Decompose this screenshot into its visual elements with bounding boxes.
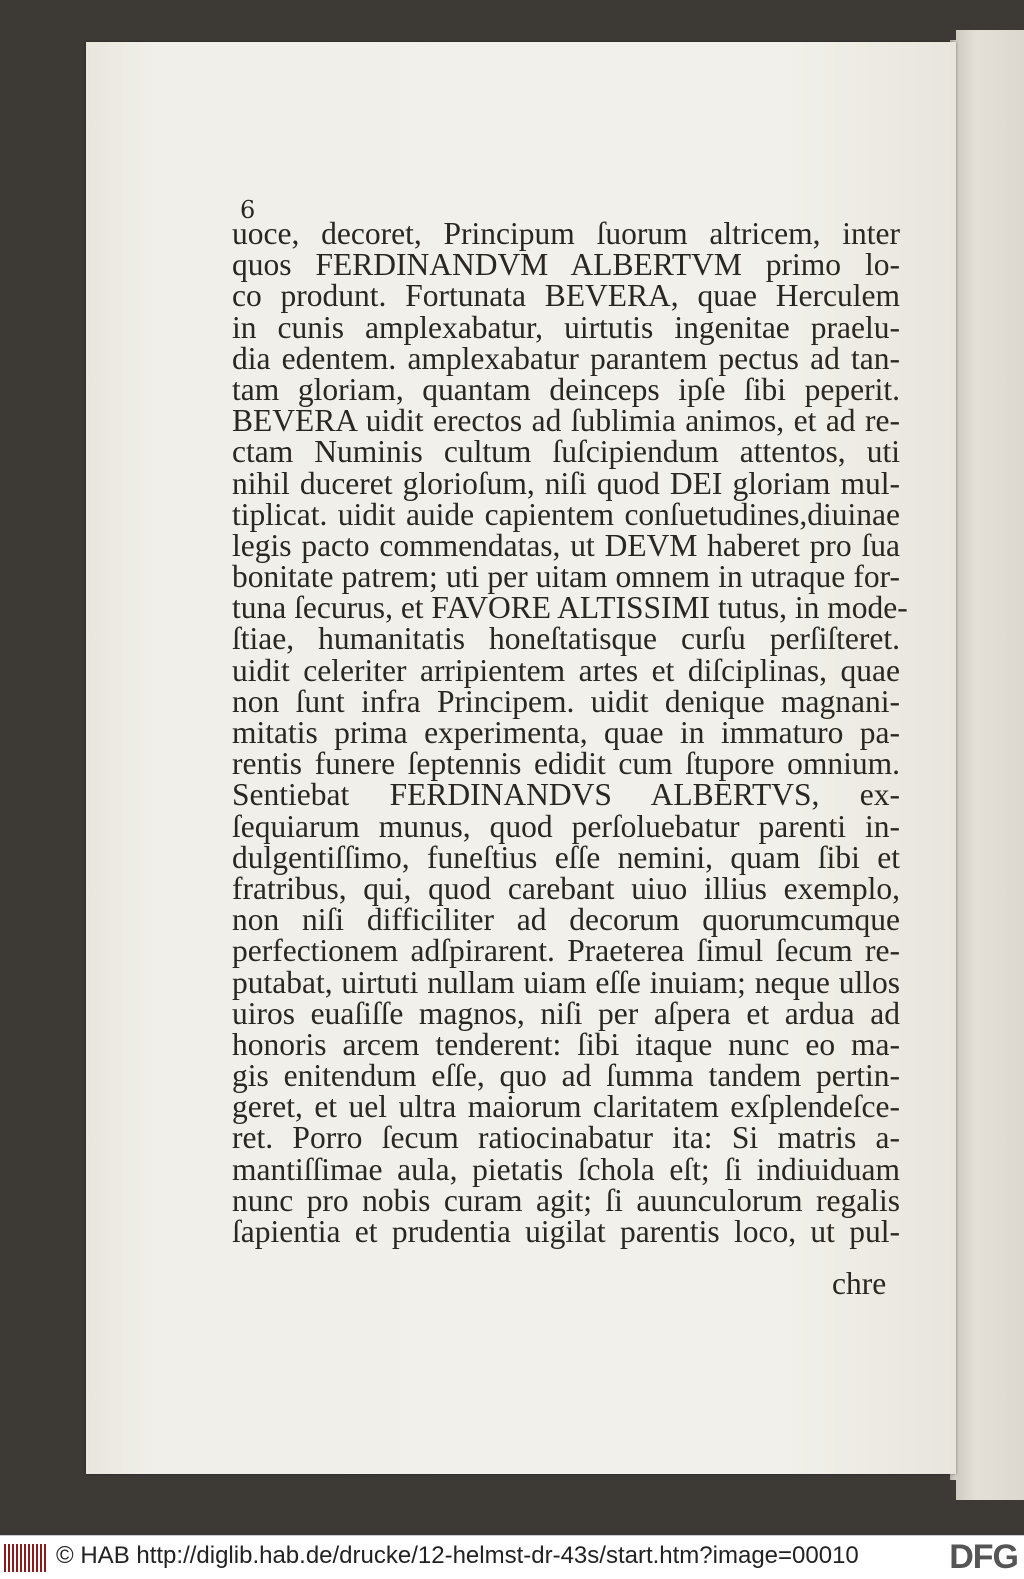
- text-line: nunc pro nobis curam agit; ſi auunculorum regalis: [232, 1182, 900, 1218]
- text-line: ſapientia et prudentia uigilat parentis loco, ut pul-: [232, 1214, 900, 1249]
- page-number: 6: [240, 196, 256, 224]
- text-line: non ſunt infra Principem. uidit denique magnani-: [232, 683, 900, 719]
- text-line: tiplicat. uidit auide capientem conſuetudines,diuinae: [232, 496, 900, 532]
- catchword: chre: [832, 1266, 887, 1301]
- text-line: nihil duceret glorioſum, niſi quod DEI gloriam mul-: [232, 465, 900, 501]
- adjacent-page-bleed: [984, 280, 1024, 1320]
- text-line: uiros euaſiſſe magnos, niſi per aſpera et ardua ad: [232, 995, 900, 1031]
- text-line: legis pacto commendatas, ut DEVM haberet pro ſua: [232, 527, 900, 563]
- text-line: geret, et uel ultra maiorum claritatem exſplendeſce-: [232, 1089, 900, 1125]
- text-line: ret. Porro ſecum ratiocinabatur ita: Si matris a-: [232, 1120, 900, 1156]
- text-line: honoris arcem tenderent: ſibi itaque nunc eo ma-: [232, 1026, 900, 1062]
- text-line: uoce, decoret, Principum ſuorum altricem, inter: [232, 216, 900, 251]
- text-line: co produnt. Fortunata BEVERA, quae Herculem: [232, 278, 900, 314]
- footer-bar: [0, 1535, 1024, 1579]
- text-line: non niſi difficiliter ad decorum quorumcumque: [232, 902, 900, 938]
- text-line: dulgentiſſimo, funeſtius eſſe nemini, quam ſibi et: [232, 839, 900, 875]
- text-line: uidit celeriter arripientem artes et diſciplinas, quae: [232, 652, 900, 688]
- text-line: fratribus, qui, quod carebant uiuo illius exemplo,: [232, 870, 900, 906]
- text-line: gis enitendum eſſe, quo ad ſumma tandem pertin-: [232, 1058, 900, 1094]
- text-line: tuna ſecurus, et FAVORE ALTISSIMI tutus, in mode-: [232, 590, 908, 626]
- text-line: rentis funere ſeptennis edidit cum ſtupore omnium.: [232, 746, 900, 782]
- footer-credit-link[interactable]: © HAB http://diglib.hab.de/drucke/12-helmst-dr-43s/start.htm?image=00010: [56, 1542, 859, 1569]
- text-line: putabat, uirtuti nullam uiam eſſe inuiam; neque ullos: [232, 964, 900, 1000]
- text-line: in cunis amplexabatur, uirtutis ingenitae praelu-: [232, 309, 900, 345]
- text-line: ctam Numinis cultum ſuſcipiendum attentos, uti: [232, 434, 900, 470]
- text-line: bonitate patrem; uti per uitam omnem in utraque for-: [232, 559, 900, 595]
- page-text-block: [232, 216, 908, 1249]
- text-line: mantiſſimae aula, pietatis ſchola eſt; ſi indiuiduam: [232, 1151, 900, 1187]
- text-line: ſtiae, humanitatis honeſtatisque curſu perſiſteret.: [232, 621, 900, 657]
- text-line: dia edentem. amplexabatur parantem pectus ad tan-: [232, 340, 900, 376]
- text-line: mitatis prima experimenta, quae in immaturo pa-: [232, 715, 900, 750]
- text-line: ſequiarum munus, quod perſoluebatur parenti in-: [232, 808, 900, 844]
- text-line: quos FERDINANDVM ALBERTVM primo lo-: [232, 247, 900, 283]
- text-line: perfectionem adſpirarent. Praeterea ſimul ſecum re-: [232, 933, 900, 969]
- text-line: tam gloriam, quantam deinceps ipſe ſibi peperit.: [232, 371, 900, 407]
- dfg-logo: DFG: [949, 1538, 1018, 1576]
- hab-logo-icon: [4, 1544, 48, 1572]
- text-line: Sentiebat FERDINANDVS ALBERTVS, ex-: [232, 777, 900, 813]
- text-line: BEVERA uidit erectos ad ſublimia animos, et ad re-: [232, 403, 900, 439]
